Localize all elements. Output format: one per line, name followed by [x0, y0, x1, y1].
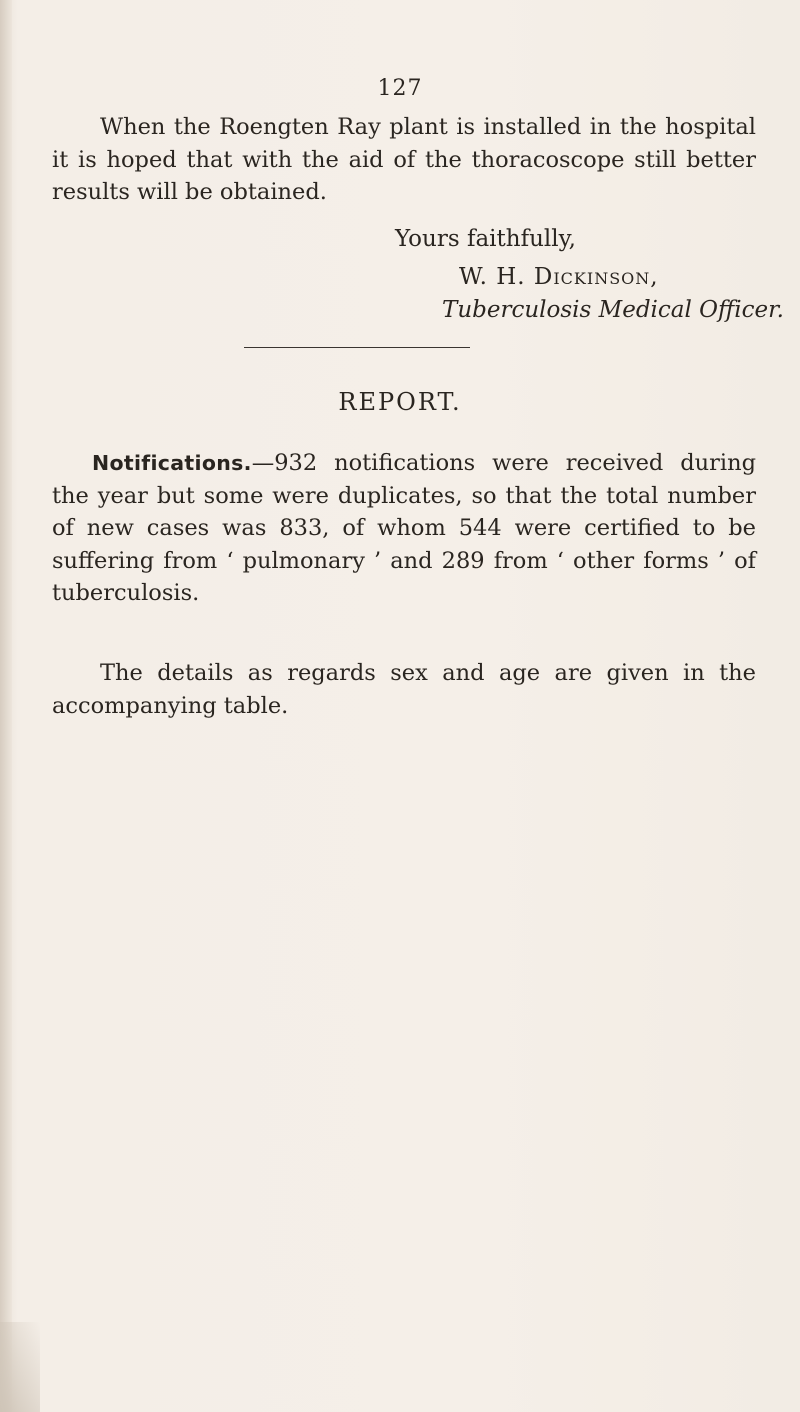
- paragraph-roentgen-plant: When the Roengten Ray plant is installed in the hospital it is hoped that with the aid of the thoracoscope still better results will be obtained.: [52, 114, 756, 205]
- page-number: 127: [377, 76, 423, 101]
- binding-edge: [0, 0, 12, 1412]
- page-corner-shadow: [0, 1322, 40, 1412]
- letter-signoff: Yours faithfully,: [395, 226, 576, 252]
- paragraph-notifications: [52, 447, 756, 610]
- notifications-text: —932 notifications were received during the year but some were duplicates, so that the total number of new cases was 833, of whom 544 were certified to be suffering from ‘ pulmonary ’ and 289 from ‘ other forms ’ of tuberculosis.: [52, 450, 756, 606]
- signature-name-text: W. H. Dickinson,: [459, 264, 659, 290]
- report-heading: REPORT.: [338, 388, 462, 416]
- notifications-run-in-heading: Notifications.: [92, 451, 252, 475]
- signature-name: [459, 261, 659, 294]
- paragraph-details-table: The details as regards sex and age are given in the accompanying table.: [52, 660, 756, 719]
- signature-title: Tuberculosis Medical Officer.: [442, 297, 784, 323]
- section-divider: [244, 347, 470, 348]
